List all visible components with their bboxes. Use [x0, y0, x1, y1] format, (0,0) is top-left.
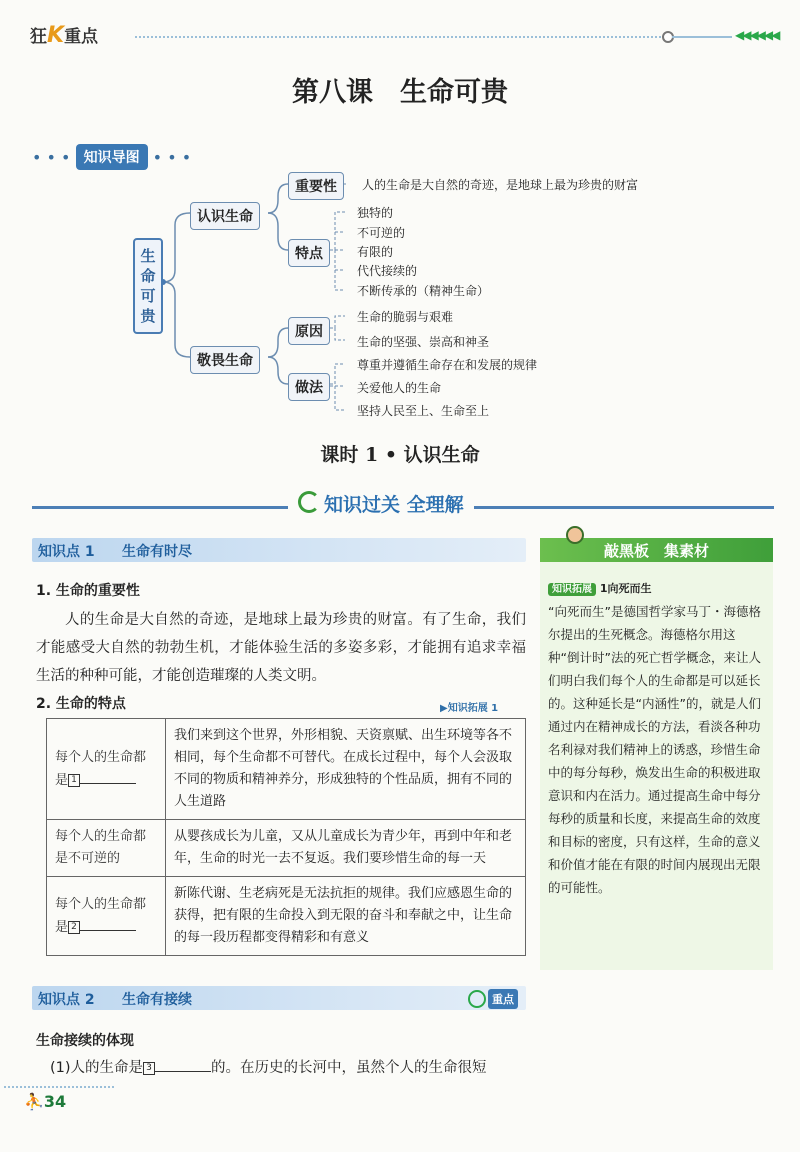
kp2-label: 知识点 2	[38, 992, 95, 1008]
table-row	[47, 877, 526, 956]
leaf-text: 代代接续的	[357, 264, 418, 278]
lesson-title: 课时 1 • 认识生命	[320, 444, 480, 466]
blank-number: 3	[143, 1062, 155, 1075]
kp1-bar	[32, 538, 526, 562]
paragraph-importance: 人的生命是大自然的奇迹，是地球上最为珍贵的财富。有了生命，我们才能感受大自然的勃勃生机，才能体验生活的多姿多彩，才能拥有追求幸福生活的种种可能，才能创造璀璨的人类文明。	[36, 612, 526, 684]
features-table	[46, 718, 526, 956]
runner-icon: ⛹	[24, 1092, 44, 1111]
section-title: 知识过关 全理解	[288, 490, 474, 517]
fill-blank[interactable]	[155, 1057, 211, 1072]
mind-map-root: 生命可贵	[133, 238, 163, 334]
branch-revere-life: 敬畏生命	[190, 346, 260, 374]
footer-divider	[4, 1086, 114, 1088]
table-cell: 每个人的生命都是 2	[47, 877, 166, 956]
heading-continuation: 生命接续的体现	[36, 1033, 134, 1049]
node-importance: 重要性	[288, 172, 344, 200]
dots-icon: • • •	[152, 147, 192, 167]
leaf-text: 坚持人民至上、生命至上	[357, 404, 490, 418]
table-cell: 我们来到这个世界，外形相貌、天资禀赋、出生环境等各不相同，每个生命都不可替代。在成长过程中，每个人会汲取不同的物质和精神养分，形成独特的个性品质，拥有不同的人生道路	[166, 719, 526, 820]
teacher-icon	[566, 526, 584, 544]
kp1-title: 生命有时尽	[122, 544, 192, 560]
fill-blank[interactable]	[80, 916, 136, 931]
node-methods: 做法	[288, 373, 330, 401]
dots-icon: • • •	[32, 147, 71, 167]
mind-map-label: 知识导图	[76, 144, 148, 170]
refresh-icon	[298, 491, 320, 513]
leaf-text: 生命的脆弱与艰难	[357, 310, 454, 324]
leaf-text: 不断传承的（精神生命）	[357, 284, 490, 298]
blank-number: 1	[68, 774, 80, 787]
table-cell: 每个人的生命都是不可逆的	[47, 820, 166, 877]
fill-blank[interactable]	[80, 769, 136, 784]
sidebar-header: 敲黑板 集素材	[540, 538, 773, 562]
paragraph-continuation: (1)人的生命是 3 的。在历史的长河中，虽然个人的生命很短	[50, 1056, 487, 1077]
table-row	[47, 719, 526, 820]
leaf-text: 人的生命是大自然的奇迹，是地球上最为珍贵的财富	[362, 178, 639, 192]
mind-map-lines	[0, 0, 800, 440]
leaf-text: 关爱他人的生命	[357, 381, 442, 395]
page-title: 第八课 生命可贵	[292, 77, 508, 108]
heading-features: 2. 生命的特点	[36, 696, 126, 712]
table-cell: 从婴孩成长为儿童，又从儿童成长为青少年，再到中年和老年，生命的时光一去不复返。我们要珍惜生命的每一天	[166, 820, 526, 877]
kp2-title: 生命有接续	[122, 992, 192, 1008]
heading-importance: 1. 生命的重要性	[36, 583, 140, 599]
kp1-label: 知识点 1	[38, 544, 95, 560]
leaf-text: 独特的	[357, 206, 394, 220]
target-icon	[468, 990, 486, 1008]
leaf-text: 有限的	[357, 245, 394, 259]
arrow-icon: ◀◀◀◀◀◀	[735, 28, 779, 42]
sidebar-text: “向死而生”是德国哲学家马丁・海德格尔提出的生死概念。海德格尔用这种“倒计时”法的死亡哲学概念，来让人们明白我们每个人的生命都是可以延长的。这种延长是“内涵性”的，就是人们通过内在精神成长的方法，看淡各种功名利禄对我们精神上的诱惑，珍惜生命中的每分每秒，焕发出生命的积极进取意识和内在活力。通过提高生命中每分每秒的质量和长度，来提高生命的效度和目标的密度，只有这样，生命的意义和价值才能在有限的时间内展现出无限的可能性。	[548, 604, 761, 895]
blank-number: 2	[68, 921, 80, 934]
node-reasons: 原因	[288, 317, 330, 345]
node-features: 特点	[288, 239, 330, 267]
table-cell: 新陈代谢、生老病死是无法抗拒的规律。我们应感恩生命的获得，把有限的生命投入到无限的奋斗和奉献之中，让生命的每一段历程都变得精彩和有意义	[166, 877, 526, 956]
key-point-badge: 重点	[488, 989, 518, 1009]
leaf-text: 尊重并遵循生命存在和发展的规律	[357, 358, 538, 372]
table-row	[47, 820, 526, 877]
sidebar-tag: 知识拓展 1向死而生	[548, 580, 652, 596]
table-cell: 每个人的生命都是 1	[47, 719, 166, 820]
leaf-text: 不可逆的	[357, 226, 406, 240]
branch-recognize-life: 认识生命	[190, 202, 260, 230]
page-number: ⛹34	[24, 1092, 67, 1111]
leaf-text: 生命的坚强、崇高和神圣	[357, 335, 490, 349]
brand-logo: 狂K重点	[30, 23, 99, 48]
kp2-bar	[32, 986, 526, 1010]
extension-link[interactable]: ▶知识拓展 1	[440, 703, 499, 714]
